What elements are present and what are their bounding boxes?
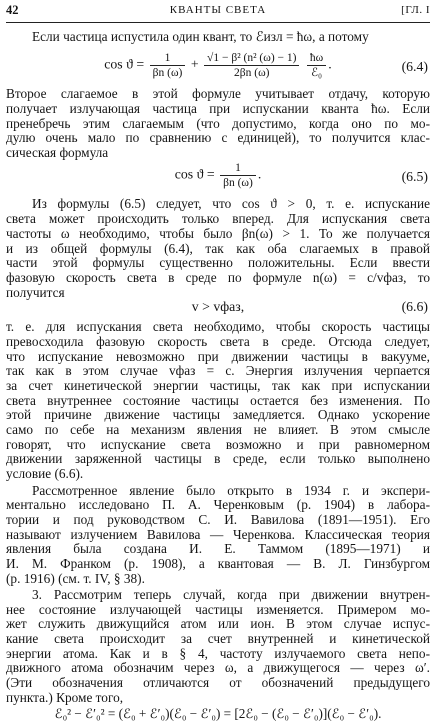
eq-lhs: cos ϑ = — [174, 166, 215, 182]
equation-6-5 — [6, 161, 430, 195]
text-line: получится — [6, 285, 65, 300]
text-line: само по себе на механизм явления не влияет. В этом смысле — [6, 422, 430, 437]
text-line: условие (6.6). — [6, 466, 84, 481]
fraction: $\frac{1}{\beta n (\omega)}$ — [150, 51, 186, 80]
equation-number: (6.5) — [401, 169, 428, 184]
equation-energy-difference — [6, 706, 430, 724]
text-line: жет служить движущийся атом или ион. В этом случае испус- — [6, 616, 430, 631]
equation-body: ℰ₀² − ℰ′₀² = (ℰ₀ + ℰ′₀)(ℰ₀ − ℰ′₀) = [2ℰ₀ − (ℰ₀ − ℰ′₀)](ℰ₀ − ℰ′₀). — [54, 706, 382, 721]
text-line: тории и под руководством С. И. Вавилова (1891—1951). Его — [6, 512, 430, 527]
text-line: превосходила фазовую скорость света в среде. Отсюда следует, — [6, 334, 430, 349]
text-line: Рассмотренное явление было открыто в 1934 г. и экспери- — [32, 483, 430, 498]
fraction: $\frac{ħ\omega}{\text{ℰ₀}}$ — [307, 51, 326, 80]
text-line: света внутреннее состояние частицы остается без изменения. По — [6, 393, 430, 408]
fraction: $\frac{\text{√1 − β² (n² (ω) − 1)}}{2\beta n (\omega)}$ — [204, 51, 299, 80]
text-line: т. е. для испускания света необходимо, чтобы скорость частицы — [6, 319, 430, 334]
text-line: фазовую скорость света в среде по формуле n(ω) = c/vфаз, то — [6, 270, 430, 285]
text-line: явления была создана И. Е. Таммом (1895—1971) и — [6, 541, 430, 556]
equation-6-4 — [6, 47, 430, 87]
equation-6-6 — [6, 299, 430, 319]
text-line: ментально исследовано П. А. Черенковым (р. 1904) в лабора- — [6, 497, 430, 512]
text-line: Из формулы (6.5) следует, что cos ϑ > 0, т. е. испускание — [32, 196, 430, 211]
text-line: кание света происходит за счет внутренней и кинетической — [6, 631, 430, 646]
text-line: так как в этом случае vфаз = c. Энергия излучения черпается — [6, 363, 430, 378]
text-line: нее состояние излучающей частицы изменяется. Примером мо- — [6, 602, 430, 617]
text-line: что испускание невозможно при движении частицы в вакууме, — [6, 349, 430, 364]
text-line: за счет кинетической энергии частицы, так как при испускании — [6, 378, 430, 393]
text-line: (Эти обозначения отличаются от обозначений предыдущего — [6, 675, 430, 690]
page-number: 42 — [6, 3, 19, 17]
equation-body: cos ϑ = $\frac{1}{\beta n (\omega)}$ + $\frac{\text{√1 − β² (n² (ω) − 1)}}{2\beta n (\omega)}$ $\frac{ħ\omega}{\text{ℰ₀}}$ . — [104, 52, 332, 79]
text-line: частоты ω необходимо, чтобы было βn(ω) > 1. То же получается — [6, 226, 430, 241]
eq-plus: + — [190, 56, 199, 72]
equation-body: cos ϑ = $\frac{1}{\beta n (\omega)}$ . — [174, 162, 262, 189]
text-line: получает излучающая частица при испускании кванта ħω. Если — [6, 101, 430, 116]
text-line: пренебречь этим слагаемым (что допустимо, когда оно по мо- — [6, 116, 430, 131]
text-line: сическая формула — [6, 145, 109, 160]
text-line: и из общей формулы (6.4), так как оба слагаемых в правой — [6, 241, 430, 256]
text-line: части этой формулы существенно положительны. Если ввести — [6, 255, 430, 270]
chapter-marker: [ГЛ. I — [401, 4, 430, 16]
equation-number: (6.6) — [401, 299, 428, 314]
text-line: Второе слагаемое в этой формуле учитывает отдачу, которую — [6, 86, 430, 101]
text-line: этой причине движение частицы замедляется. Однако ускорение — [6, 407, 430, 422]
text-line: пункта.) Кроме того, — [6, 690, 124, 705]
header-rule — [6, 22, 430, 23]
text-line: говорят, что испускание света возможно и при равномерном — [6, 437, 430, 452]
fraction: $\frac{1}{\beta n (\omega)}$ — [220, 161, 256, 190]
equation-number: (6.4) — [401, 59, 428, 74]
text-line: (р. 1916) (см. т. IV, § 38). — [6, 571, 145, 586]
page-header — [6, 3, 430, 19]
book-page — [6, 3, 430, 721]
running-title: КВАНТЫ СВЕТА — [169, 4, 267, 16]
text-line: движении заряженной частицы в среде, если только выполнено — [6, 451, 430, 466]
text-line: 3. Рассмотрим теперь случай, когда при движении внутрен- — [32, 587, 430, 602]
text-line: называют излучением Вавилова — Черенкова. Классическая теория — [6, 527, 430, 542]
text-line: И. М. Франком (р. 1908), а квантовая — В. Л. Гинзбургом — [6, 556, 430, 571]
text-line: энергии атома. Как и в § 4, частоту излучаемого света непо- — [6, 646, 430, 661]
equation-body: v > vфаз, — [191, 299, 245, 314]
text-line: света может происходить только вперед. Для испускания света — [6, 211, 430, 226]
text-line: Если частица испустила один квант, то ℰизл = ħω, а потому — [32, 29, 369, 44]
text-line: движного атома обозначим через ω, а движущегося — через ω′. — [6, 660, 430, 675]
text-line: дулю очень мало по сравнению с единицей), то получится клас- — [6, 130, 430, 145]
eq-lhs: cos ϑ = — [104, 56, 145, 72]
